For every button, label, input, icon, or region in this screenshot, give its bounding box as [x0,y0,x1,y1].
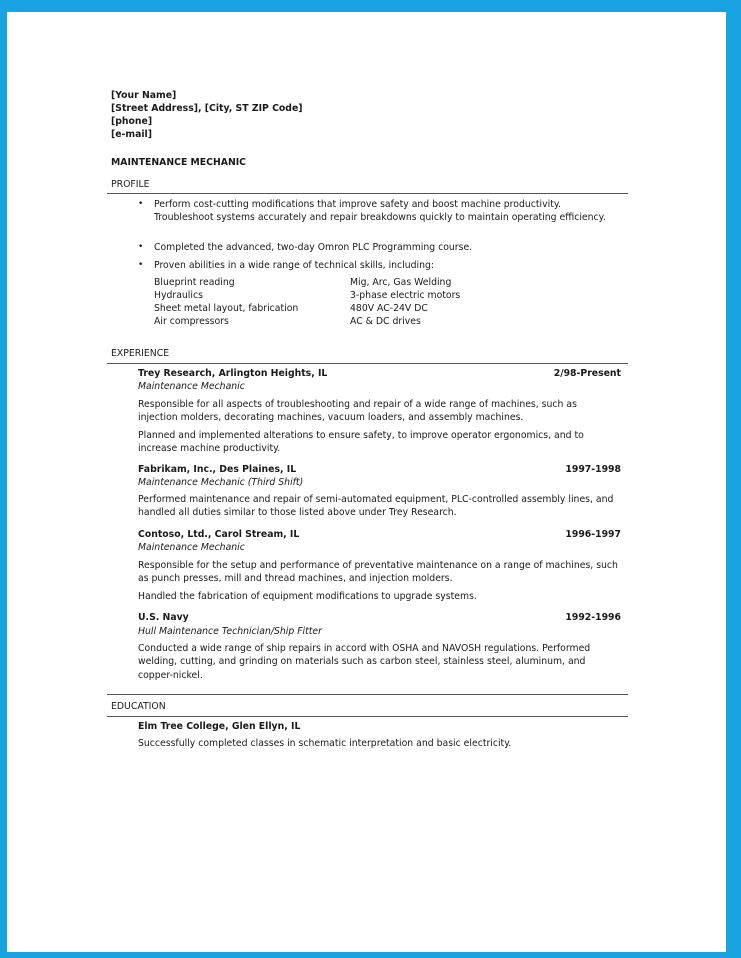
contact-address: [Street Address], [City, ST ZIP Code] [111,103,303,114]
profile-divider [107,193,628,194]
job-dates: 1996-1997 [565,529,621,540]
skill-right-2: 3-phase electric motors [350,290,461,301]
skill-left-3: Sheet metal layout, fabrication [154,303,299,314]
profile-heading: PROFILE [111,179,150,190]
job-company: U.S. Navy [138,612,189,623]
education-divider [107,716,628,717]
job-description: Handled the fabrication of equipment modifications to upgrade systems. [138,591,477,602]
profile-bullet-3: Proven abilities in a wide range of technical skills, including: [154,260,435,271]
skill-left-1: Blueprint reading [154,277,235,288]
job-description: Planned and implemented alterations to ensure safety, to improve operator ergonomics, and to increase machine productivity. [138,430,584,455]
contact-name: [Your Name] [111,90,177,101]
bullet-icon: • [138,242,144,252]
education-detail: Successfully completed classes in schematic interpretation and basic electricity. [138,738,512,749]
profile-bullet-1: Perform cost-cutting modifications that improve safety and boost machine productivity. Troubleshoot systems accurately and repair breakdowns quickly to maintain operating efficiency. [154,199,606,224]
education-heading: EDUCATION [111,701,166,712]
contact-email: [e-mail] [111,129,152,140]
bullet-icon: • [138,199,144,209]
skill-left-4: Air compressors [154,316,229,327]
job-dates: 2/98-Present [553,368,621,379]
skill-right-1: Mig, Arc, Gas Welding [350,277,452,288]
job-title: Hull Maintenance Technician/Ship Fitter [138,626,322,637]
education-top-divider [107,694,628,695]
skill-right-4: AC & DC drives [350,316,421,327]
job-company: Contoso, Ltd., Carol Stream, IL [138,529,300,540]
job-title: Maintenance Mechanic [138,542,245,553]
job-description: Responsible for the setup and performance of preventative maintenance on a range of machines, such as punch presses, mill and thread machines, and injection molders. [138,560,618,585]
job-title: Maintenance Mechanic (Third Shift) [138,477,304,488]
experience-heading: EXPERIENCE [111,348,170,359]
job-dates: 1992-1996 [565,612,621,623]
skill-right-3: 480V AC-24V DC [350,303,428,314]
profile-bullet-2: Completed the advanced, two-day Omron PLC Programming course. [154,242,473,253]
skill-left-2: Hydraulics [154,290,203,301]
experience-divider [107,363,628,364]
job-company: Trey Research, Arlington Heights, IL [138,368,328,379]
job-description: Performed maintenance and repair of semi-automated equipment, PLC-controlled assembly lines, and handled all duties similar to those listed above under Trey Research. [138,494,614,519]
job-company: Fabrikam, Inc., Des Plaines, IL [138,464,297,475]
contact-phone: [phone] [111,116,153,127]
job-description: Responsible for all aspects of troubleshooting and repair of a wide range of machines, such as injection molders, decorating machines, vacuum loaders, and assembly machines. [138,399,577,424]
objective-title: MAINTENANCE MECHANIC [111,157,247,168]
job-title: Maintenance Mechanic [138,381,245,392]
job-description: Conducted a wide range of ship repairs in accord with OSHA and NAVOSH regulations. Performed welding, cutting, and grinding on materials such as carbon steel, stainless steel, aluminum, and copper-nickel. [138,643,591,681]
job-dates: 1997-1998 [565,464,621,475]
education-school: Elm Tree College, Glen Ellyn, IL [138,721,301,732]
bullet-icon: • [138,260,144,270]
